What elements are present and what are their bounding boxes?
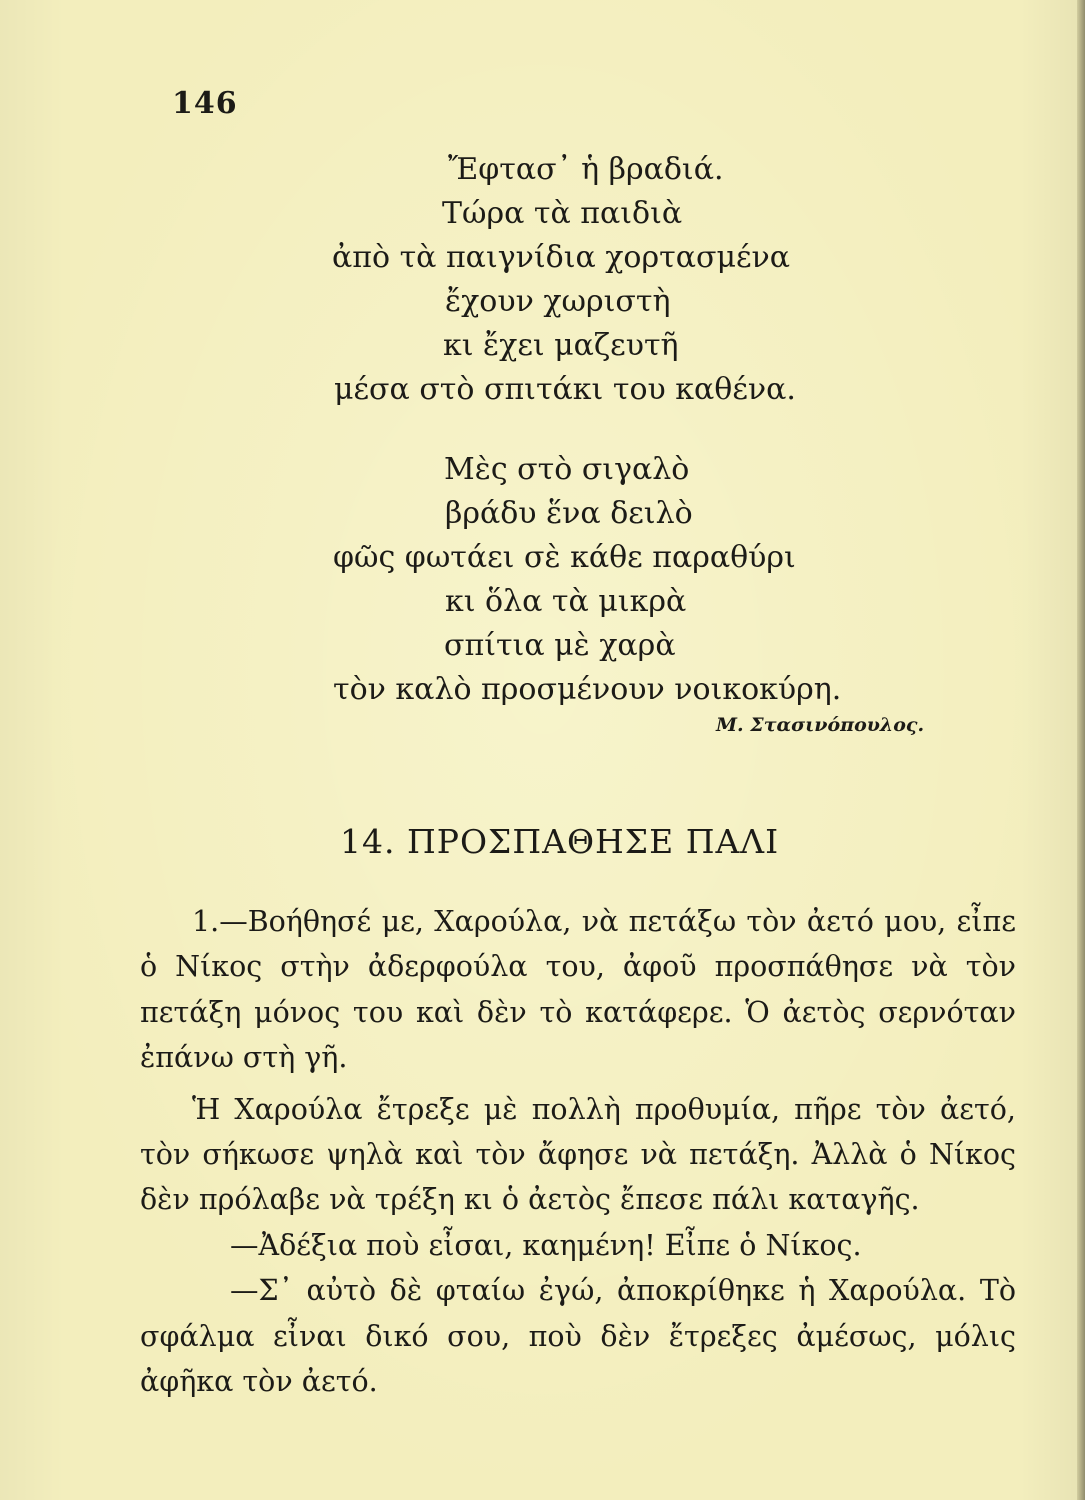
chapter-title: 14. ΠΡΟΣΠΑΘΗΣΕ ΠΑΛΙ [340,822,780,861]
story-text [140,899,1016,1404]
paragraph: 1.—Βοήθησέ με, Χαρούλα, νὰ πετάξω τὸν ἀετό μου, εἶπε ὁ Νίκος στὴν ἀδερφούλα του, ἀφοῦ προσπάθησε νὰ τὸν πετάξη μόνος του καὶ δὲν τὸ κατάφερε. Ὁ ἀετὸς σερνόταν ἐπάνω στὴ γῆ. [140,905,1016,1075]
poem-line: βράδυ ἕνα δειλὸ [445,496,693,531]
paragraph: Ἡ Χαρούλα ἔτρεξε μὲ πολλὴ προθυμία, πῆρε τὸν ἀετό, τὸν σήκωσε ψηλὰ καὶ τὸν ἄφησε νὰ πετάξη. Ἀλλὰ ὁ Νίκος δὲν πρόλαβε νὰ τρέξη κι ὁ ἀετὸς ἔπεσε πάλι καταγῆς. [140,1092,1016,1217]
poem-author: Μ. Στασινόπουλος. [716,714,925,736]
page-number: 146 [172,86,238,121]
poem-line: σπίτια μὲ χαρὰ [444,628,676,663]
poem-line: ἔχουν χωριστὴ [445,284,671,319]
poem-line: Τώρα τὰ παιδιὰ [442,196,683,231]
poem-line: Μὲς στὸ σιγαλὸ [444,452,690,487]
poem-line: ἀπὸ τὰ παιγνίδια χορτασμένα [332,240,790,275]
poem-line: τὸν καλὸ προσμένουν νοικοκύρη. [333,672,842,707]
poem-line: κι ἔχει μαζευτῆ [443,328,679,363]
poem-line: Ἔφτασ᾿ ἡ βραδιά. [448,152,724,187]
poem-line: κι ὅλα τὰ μικρὰ [445,584,687,619]
paragraph: —Ἀδέξια ποὺ εἶσαι, καημένη! Εἶπε ὁ Νίκος. [230,1228,862,1262]
poem-line: φῶς φωτάει σὲ κάθε παραθύρι [333,540,796,575]
poem-line: μέσα στὸ σπιτάκι του καθένα. [334,372,796,407]
paragraph: —Σ᾿ αὐτὸ δὲ φταίω ἐγώ, ἀποκρίθηκε ἡ Χαρούλα. Τὸ σφάλμα εἶναι δικό σου, ποὺ δὲν ἔτρεξες ἀμέσως, μόλις ἀφῆκα τὸν ἀετό. [140,1274,1016,1399]
page-edge [1077,0,1085,1500]
